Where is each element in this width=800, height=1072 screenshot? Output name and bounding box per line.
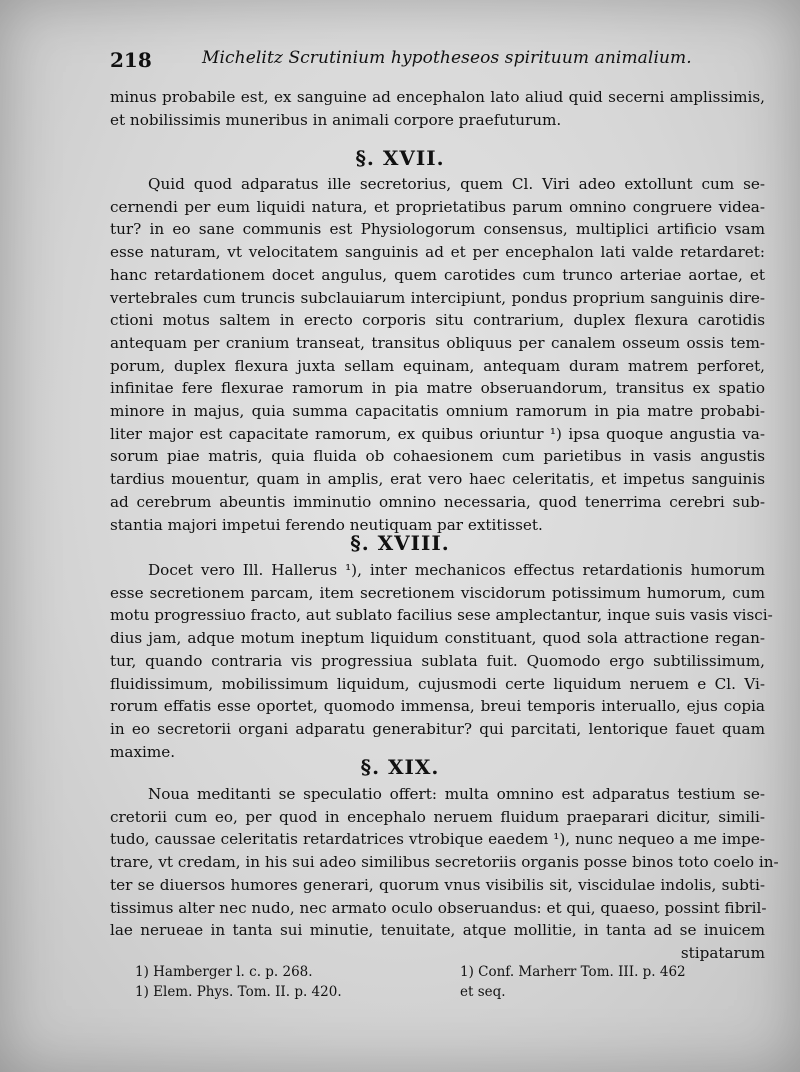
text-line: esse secretionem parcam, item secretionem viscidorum potissimum humorum, cum xyxy=(110,583,765,602)
text-line: infinitae fere flexurae ramorum in pia matre obseruandorum, transitus ex spatio xyxy=(110,379,765,398)
footnote: et seq. xyxy=(460,983,506,1000)
text-line: ter se diuersos humores generari, quorum vnus visibilis sit, viscidulae indolis, subti- xyxy=(110,875,765,894)
section-xix-paragraph xyxy=(110,783,779,965)
text-line: tardius mouentur, quam in amplis, erat vero haec celeritatis, et impetus sanguinis xyxy=(110,470,765,489)
page-number: 218 xyxy=(110,48,152,72)
text-line: vertebrales cum truncis subclauiarum intercipiunt, pondus proprium sanguinis dire- xyxy=(110,288,765,307)
text-line: ad cerebrum abeuntis imminutio omnino necessaria, quod tenerrima cerebri sub- xyxy=(110,492,765,511)
running-head xyxy=(110,48,765,74)
footnote: 1) Conf. Marherr Tom. III. p. 462 xyxy=(460,964,686,980)
text-line: minus probabile est, ex sanguine ad encephalon lato aliud quid secerni amplissimis, xyxy=(110,88,765,106)
footnote: 1) Elem. Phys. Tom. II. p. 420. xyxy=(135,983,342,1000)
text-line: maxime. xyxy=(110,742,176,761)
text-line: Noua meditanti se speculatio offert: multa omnino est adparatus testium se- xyxy=(148,785,765,803)
section-xviii-paragraph xyxy=(110,559,773,763)
text-line: dius jam, adque motum ineptum liquidum constituant, quod sola attractione regan- xyxy=(110,629,765,648)
footnotes-right xyxy=(460,963,686,1002)
section-heading-xviii: §. XVIII. xyxy=(350,531,450,555)
text-line: sorum piae matris, quia fluida ob cohaesionem cum parietibus in vasis angustis xyxy=(110,447,765,466)
text-line: cretorii cum eo, per quod in encephalo neruem fluidum praeparari dicitur, simili- xyxy=(110,807,765,826)
text-line: minore in majus, quia summa capacitatis omnium ramorum in pia matre probabi- xyxy=(110,402,765,421)
text-line: rorum effatis esse oportet, quomodo immensa, breui temporis interuallo, ejus copia xyxy=(110,697,765,716)
running-title: Michelitz Scrutinium hypotheseos spirituum animalium. xyxy=(202,48,692,68)
text-line: et nobilissimis muneribus in animali corpore praefuturum. xyxy=(110,110,562,129)
text-line: tudo, caussae celeritatis retardatrices vtrobique eaedem ¹), nunc nequeo a me impe- xyxy=(110,830,765,849)
text-line: stantia majori impetui ferendo neutiquam par extitisset. xyxy=(110,515,543,534)
text-line: cernendi per eum liquidi natura, et proprietatibus parum omnino congruere videa- xyxy=(110,197,765,216)
section-heading-xvii: §. XVII. xyxy=(355,146,445,170)
text-line: fluidissimum, mobilissimum liquidum, cujusmodi certe liquidum neruem e Cl. Vi- xyxy=(110,674,765,693)
section-heading-xix: §. XIX. xyxy=(360,755,440,779)
text-line: hanc retardationem docet angulus, quem carotides cum trunco arteriae aortae, et xyxy=(110,265,765,284)
text-line: in eo secretorii organi adparatu generabitur? qui parcitati, lentorique fauet quam xyxy=(110,719,765,738)
text-line: motu progressiuo fracto, aut sublato facilius sese amplectantur, inque suis vasis visci- xyxy=(110,606,773,625)
text-line: esse naturam, vt velocitatem sanguinis ad et per encephalon lati valde retardaret: xyxy=(110,243,765,262)
text-line: tur, quando contraria vis progressiua sublata fuit. Quomodo ergo subtilissimum, xyxy=(110,651,765,670)
text-line: liter major est capacitate ramorum, ex quibus oriuntur ¹) ipsa quoque angustia va- xyxy=(110,424,765,443)
text-line: antequam per cranium transeat, transitus obliquus per canalem osseum ossis tem- xyxy=(110,333,765,352)
footnote: 1) Hamberger l. c. p. 268. xyxy=(135,964,313,980)
text-line: Quid quod adparatus ille secretorius, quem Cl. Viri adeo extollunt cum se- xyxy=(148,175,765,193)
text-line: tur? in eo sane communis est Physiologorum consensus, multiplici artificio vsam xyxy=(110,220,765,239)
text-line: trare, vt credam, in his sui adeo similibus secretoriis organis posse binos toto coelo in- xyxy=(110,853,779,872)
section-xvii-paragraph xyxy=(110,173,765,536)
catchword: stipatarum xyxy=(680,943,765,962)
text-line: ctioni motus saltem in erecto corporis situ contrarium, duplex flexura carotidis xyxy=(110,311,765,330)
text-line: tissimus alter nec nudo, nec armato oculo obseruandus: et qui, quaeso, possint fibril- xyxy=(110,898,767,917)
text-line: porum, duplex flexura juxta sellam equinam, antequam duram matrem perforet, xyxy=(110,356,765,375)
text-line: lae nerueae in tanta sui minutie, tenuitate, atque mollitie, in tanta ad se inuicem xyxy=(110,921,765,940)
text-line: Docet vero Ill. Hallerus ¹), inter mechanicos effectus retardationis humorum xyxy=(148,561,765,579)
footnotes-left xyxy=(135,963,342,1002)
intro-paragraph xyxy=(110,86,765,131)
